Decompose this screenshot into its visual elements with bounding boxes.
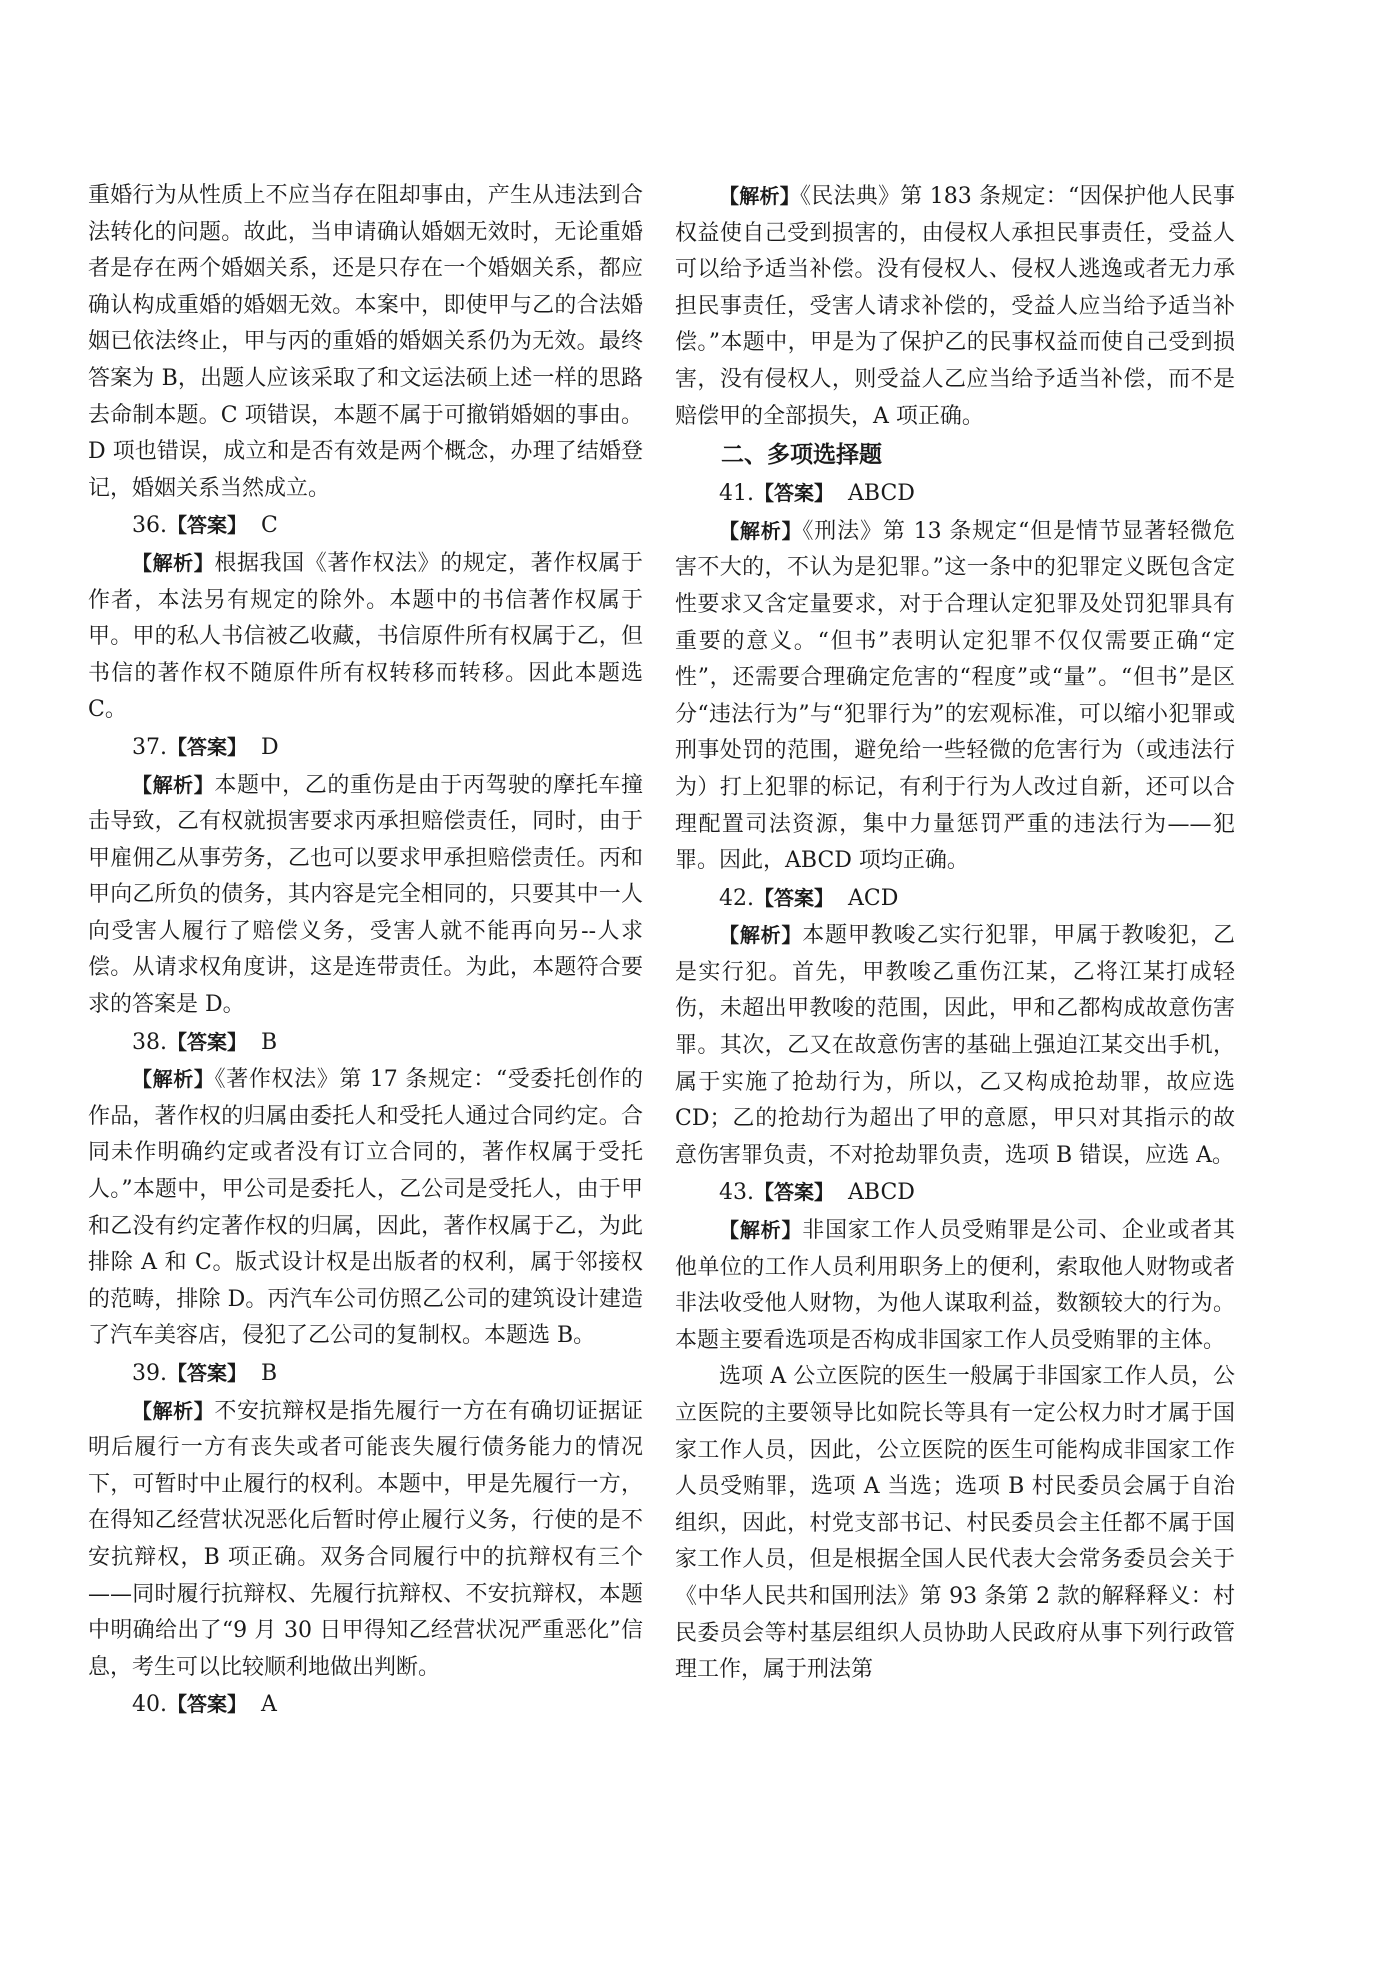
q43-number: 43. — [719, 1180, 754, 1206]
q38-analysis — [88, 1061, 643, 1355]
q37-number: 37. — [132, 734, 167, 760]
q38-answer-label: 【答案】 — [167, 1029, 247, 1054]
q36-answer-line — [88, 507, 643, 545]
q38-answer-line — [88, 1024, 643, 1062]
q43-analysis-continued: 选项 A 公立医院的医生一般属于非国家工作人员，公立医院的主要领导比如院长等具有一定公权力时才属于国家工作人员，因此，公立医院的医生可能构成非国家工作人员受贿罪，选项 A 当选；选项 B 村民委员会属于自治组织，因此，村党支部书记、村民委员会主任都不属于国家工作人员，但是根据全国人民代表大会常务委员会关于《中华人民共和国刑法》第 93 条第 2 款的解释释义：村民委员会等村基层组织人员协助人民政府从事下列行政管理工作，属于刑法第 — [675, 1364, 1235, 1683]
q39-answer-line — [88, 1355, 643, 1393]
q43-answer: ABCD — [848, 1180, 915, 1206]
q37-answer: D — [261, 734, 279, 760]
q39-analysis — [88, 1393, 643, 1687]
q43-answer-label: 【答案】 — [754, 1180, 834, 1205]
q41-analysis — [675, 513, 1235, 880]
q40-answer-line — [88, 1686, 643, 1724]
q40-analysis — [675, 178, 1235, 435]
q36-answer: C — [261, 513, 278, 539]
q42-answer-line — [675, 880, 1235, 918]
q42-number: 42. — [719, 885, 754, 911]
q36-answer-label: 【答案】 — [167, 513, 247, 538]
q40-answer: A — [261, 1692, 277, 1718]
q38-number: 38. — [132, 1029, 167, 1055]
q41-analysis-text: 《刑法》第 13 条规定“但是情节显著轻微危害不大的，不认为是犯罪。”这一条中的犯罪定义既包含定性要求又含定量要求，对于合理认定犯罪及处罚犯罪具有重要的意义。“但书”表明认定犯罪不仅仅需要正确“定性”，还需要合理确定危害的“程度”或“量”。“但书”是区分“违法行为”与“犯罪行为”的宏观标准，可以缩小犯罪或刑事处罚的范围，避免给一些轻微的危害行为（或违法行为）打上犯罪的标记，有利于行为人改过自新，还可以合理配置司法资源，集中力量惩罚严重的违法行为——犯罪。因此，ABCD 项均正确。 — [675, 518, 1235, 874]
section-heading: 二、多项选择题 — [721, 442, 882, 469]
q40-number: 40. — [132, 1692, 167, 1718]
q42-analysis — [675, 917, 1235, 1174]
q37-answer-label: 【答案】 — [167, 734, 247, 759]
q41-answer-label: 【答案】 — [754, 481, 834, 506]
q39-number: 39. — [132, 1361, 167, 1386]
q41-number: 41. — [719, 481, 754, 507]
q39-answer-label: 【答案】 — [167, 1361, 247, 1385]
q38-answer: B — [261, 1029, 278, 1055]
q39-analysis-text: 不安抗辩权是指先履行一方在有确切证据证明后履行一方有丧失或者可能丧失履行债务能力的情况下，可暂时中止履行的权利。本题中，甲是先履行一方，在得知乙经营状况恶化后暂时停止履行义务，行使的是不安抗辩权，B 项正确。双务合同履行中的抗辩权有三个——同时履行抗辩权、先履行抗辩权、不安抗辩权，本题中明确给出了“9 月 30 日甲得知乙经营状况严重恶化”信息，考生可以比较顺利地做出判断。 — [88, 1398, 644, 1680]
intro-paragraph: 重婚行为从性质上不应当存在阻却事由，产生从违法到合法转化的问题。故此，当申请确认婚姻无效时，无论重婚者是存在两个婚姻关系，还是只存在一个婚姻关系，都应确认构成重婚的婚姻无效。本案中，即使甲与乙的合法婚姻已依法终止，甲与丙的重婚的婚姻关系仍为无效。最终答案为 B，出题人应该采取了和文运法硕上述一样的思路去命制本题。C 项错误，本题不属于可撤销婚姻的事由。D 项也错误，成立和是否有效是两个概念，办理了结婚登记，婚姻关系当然成立。 — [88, 183, 643, 501]
q43-analysis-label: 【解析】 — [719, 1218, 803, 1243]
q37-analysis-text: 本题中，乙的重伤是由于丙驾驶的摩托车撞击导致，乙有权就损害要求丙承担赔偿责任，同时，由于甲雇佣乙从事劳务，乙也可以要求甲承担赔偿责任。丙和甲向乙所负的债务，其内容是完全相同的，只要其中一人向受害人履行了赔偿义务，受害人就不能再向另--人求偿。从请求权角度讲，这是连带责任。为此，本题符合要求的答案是 D。 — [88, 772, 644, 1018]
q36-analysis — [88, 545, 643, 729]
q39-answer: B — [261, 1361, 278, 1386]
q39-analysis-label: 【解析】 — [132, 1398, 215, 1423]
right-column — [675, 178, 1235, 1689]
q40-analysis-text: 《民法典》第 183 条规定：“因保护他人民事权益使自己受到损害的，由侵权人承担民事责任，受益人可以给予适当补偿。没有侵权人、侵权人逃逸或者无力承担民事责任，受害人请求补偿的，受益人应当给予适当补偿。”本题中，甲是为了保护乙的民事权益而使自己受到损害，没有侵权人，则受益人乙应当给予适当补偿，而不是赔偿甲的全部损失，A 项正确。 — [675, 184, 1236, 429]
q40-analysis-label: 【解析】 — [719, 184, 801, 208]
left-column — [88, 178, 643, 1724]
q36-analysis-label: 【解析】 — [132, 550, 215, 575]
q41-analysis-label: 【解析】 — [719, 518, 803, 543]
q42-answer: ACD — [848, 885, 899, 911]
q37-answer-line — [88, 729, 643, 767]
q43-analysis-text: 非国家工作人员受贿罪是公司、企业或者其他单位的工作人员利用职务上的便利，索取他人财物或者非法收受他人财物，为他人谋取利益，数额较大的行为。本题主要看选项是否构成非国家工作人员受贿罪的主体。 — [675, 1218, 1235, 1353]
q43-analysis — [675, 1212, 1235, 1359]
q37-analysis — [88, 767, 643, 1024]
q37-analysis-label: 【解析】 — [132, 772, 215, 797]
q40-answer-label: 【答案】 — [167, 1692, 247, 1717]
q43-answer-line — [675, 1174, 1235, 1212]
q38-analysis-label: 【解析】 — [132, 1067, 215, 1092]
q42-analysis-label: 【解析】 — [719, 923, 803, 948]
q36-number: 36. — [132, 513, 167, 539]
q41-answer: ABCD — [848, 481, 915, 507]
q38-analysis-text: 《著作权法》第 17 条规定：“受委托创作的作品，著作权的归属由委托人和受托人通过合同约定。合同未作明确约定或者没有订立合同的，著作权属于受托人。”本题中，甲公司是委托人，乙公司是受托人，由于甲和乙没有约定著作权的归属，因此，著作权属于乙，为此排除 A 和 C。版式设计权是出版者的权利，属于邻接权的范畴，排除 D。丙汽车公司仿照乙公司的建筑设计建造了汽车美容店，侵犯了乙公司的复制权。本题选 B。 — [88, 1067, 644, 1349]
q36-analysis-text: 根据我国《著作权法》的规定，著作权属于作者，本法另有规定的除外。本题中的书信著作权属于甲。甲的私人书信被乙收藏，书信原件所有权属于乙，但书信的著作权不随原件所有权转移而转移。因此本题选 C。 — [88, 550, 644, 723]
q42-analysis-text: 本题甲教唆乙实行犯罪，甲属于教唆犯，乙是实行犯。首先，甲教唆乙重伤江某，乙将江某打成轻伤，未超出甲教唆的范围，因此，甲和乙都构成故意伤害罪。其次，乙又在故意伤害的基础上强迫江某交出手机，属于实施了抢劫行为，所以，乙又构成抢劫罪，故应选 CD；乙的抢劫行为超出了甲的意愿，甲只对其指示的故意伤害罪负责，不对抢劫罪负责，选项 B 错误，应选 A。 — [675, 923, 1235, 1168]
q41-answer-line — [675, 475, 1235, 513]
q42-answer-label: 【答案】 — [754, 885, 834, 910]
